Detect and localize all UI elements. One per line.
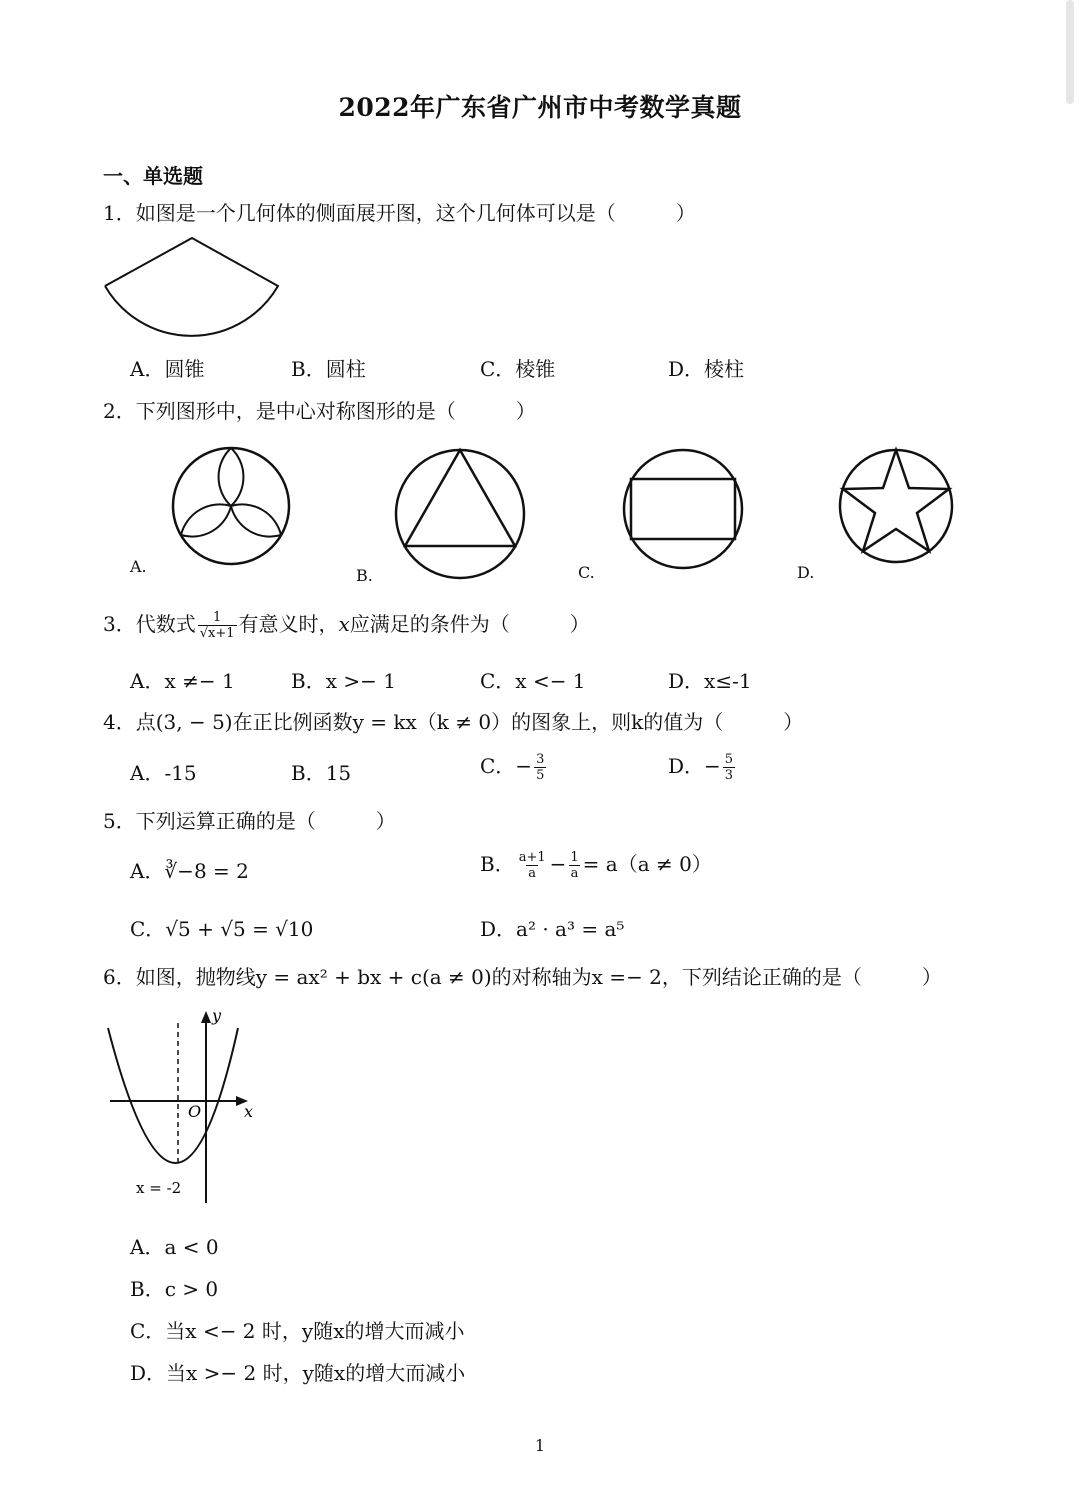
q1-option-a: A．圆锥 bbox=[130, 357, 205, 381]
q4-d-numerator: 5 bbox=[724, 752, 734, 767]
q2-label-a: A. bbox=[130, 557, 147, 576]
graph-y-label: y bbox=[212, 1006, 222, 1025]
page-title: 2022年广东省广州市中考数学真题 bbox=[338, 93, 742, 122]
q3-fraction bbox=[198, 611, 237, 640]
parabola-graph bbox=[100, 1003, 270, 1213]
question-3-stem bbox=[103, 608, 590, 640]
q4-c-denominator: 5 bbox=[536, 768, 545, 783]
q3-fraction-denominator: √x+1 bbox=[199, 626, 235, 641]
q1-option-d: D．棱柱 bbox=[668, 357, 745, 381]
q5-b-fraction-2 bbox=[568, 851, 580, 880]
q6-option-c: C．当x <− 2 时，y随x的增大而减小 bbox=[130, 1319, 465, 1343]
question-6-stem: 6．如图，抛物线y = ax² + bx + c(a ≠ 0)的对称轴为x =− 2，下列结论正确的是（ ） bbox=[103, 965, 942, 989]
q3-stem-suffix: 应满足的条件为（ ） bbox=[349, 612, 590, 636]
page-number: 1 bbox=[534, 1436, 546, 1455]
q4-option-d-label: D．− bbox=[668, 754, 721, 778]
q5-option-c: C．√5 + √5 = √10 bbox=[130, 917, 314, 941]
q3-option-d: D．x≤-1 bbox=[668, 669, 752, 693]
q4-option-d bbox=[668, 750, 737, 782]
q2-figure-b-triangle bbox=[392, 446, 528, 582]
q3-fraction-numerator: 1 bbox=[212, 610, 222, 625]
q4-option-a: A．-15 bbox=[130, 761, 197, 785]
q4-option-d-fraction bbox=[723, 753, 735, 782]
q3-option-b: B．x >− 1 bbox=[291, 669, 396, 693]
q4-option-b: B．15 bbox=[291, 761, 352, 785]
question-4-stem: 4．点(3, − 5)在正比例函数y = kx（k ≠ 0）的图象上，则k的值为（ ） bbox=[103, 710, 804, 734]
question-1-stem: 1．如图是一个几何体的侧面展开图，这个几何体可以是（ ） bbox=[103, 201, 696, 225]
question-2-stem: 2．下列图形中，是中心对称图形的是（ ） bbox=[103, 399, 536, 423]
q2-label-b: B. bbox=[356, 566, 373, 585]
q4-c-numerator: 3 bbox=[536, 752, 545, 767]
q5-option-b-label: B． bbox=[480, 852, 515, 876]
q5-b-fraction-1 bbox=[517, 851, 548, 880]
q2-figure-c-rectangle bbox=[620, 446, 746, 572]
q1-option-c: C．棱锥 bbox=[480, 357, 556, 381]
q5-b-f1-numerator: a+1 bbox=[518, 850, 546, 865]
q5-option-a: A．∛−8 = 2 bbox=[130, 859, 249, 883]
q3-option-c: C．x <− 1 bbox=[480, 669, 586, 693]
q5-b-tail: = a（a ≠ 0） bbox=[582, 852, 712, 876]
q3-stem-middle: 有意义时， bbox=[238, 612, 339, 636]
q2-label-d: D. bbox=[797, 563, 815, 582]
q5-b-minus: − bbox=[549, 852, 567, 876]
q4-option-c bbox=[480, 750, 548, 782]
q6-option-b: B．c > 0 bbox=[130, 1277, 219, 1301]
q2-figure-d-star bbox=[836, 446, 956, 566]
q2-label-c: C. bbox=[578, 563, 595, 582]
q5-option-d: D．a² · a³ = a⁵ bbox=[480, 917, 625, 941]
q6-option-a: A．a < 0 bbox=[130, 1235, 219, 1259]
question-5-stem: 5．下列运算正确的是（ ） bbox=[103, 809, 396, 833]
q2-figure-a-trefoil bbox=[168, 446, 294, 566]
q5-b-f2-denominator: a bbox=[570, 866, 579, 881]
graph-x-label: x bbox=[244, 1102, 254, 1121]
section-heading: 一、单选题 bbox=[103, 164, 203, 188]
q3-variable: x bbox=[338, 612, 350, 636]
q4-d-denominator: 3 bbox=[724, 768, 734, 783]
q4-option-c-label: C．− bbox=[480, 754, 533, 778]
q3-stem-prefix: 3．代数式 bbox=[103, 612, 196, 636]
graph-axis-of-symmetry-label: x = -2 bbox=[136, 1179, 182, 1197]
cone-net-figure bbox=[100, 234, 285, 342]
q5-b-f2-numerator: 1 bbox=[570, 850, 579, 865]
q5-option-b bbox=[480, 848, 712, 880]
graph-origin-label: O bbox=[188, 1102, 202, 1121]
q6-option-d: D．当x >− 2 时，y随x的增大而减小 bbox=[130, 1361, 466, 1385]
q3-option-a: A．x ≠− 1 bbox=[130, 669, 235, 693]
q5-b-f1-denominator: a bbox=[528, 866, 537, 881]
q1-option-b: B．圆柱 bbox=[291, 357, 366, 381]
q4-option-c-fraction bbox=[534, 753, 546, 782]
